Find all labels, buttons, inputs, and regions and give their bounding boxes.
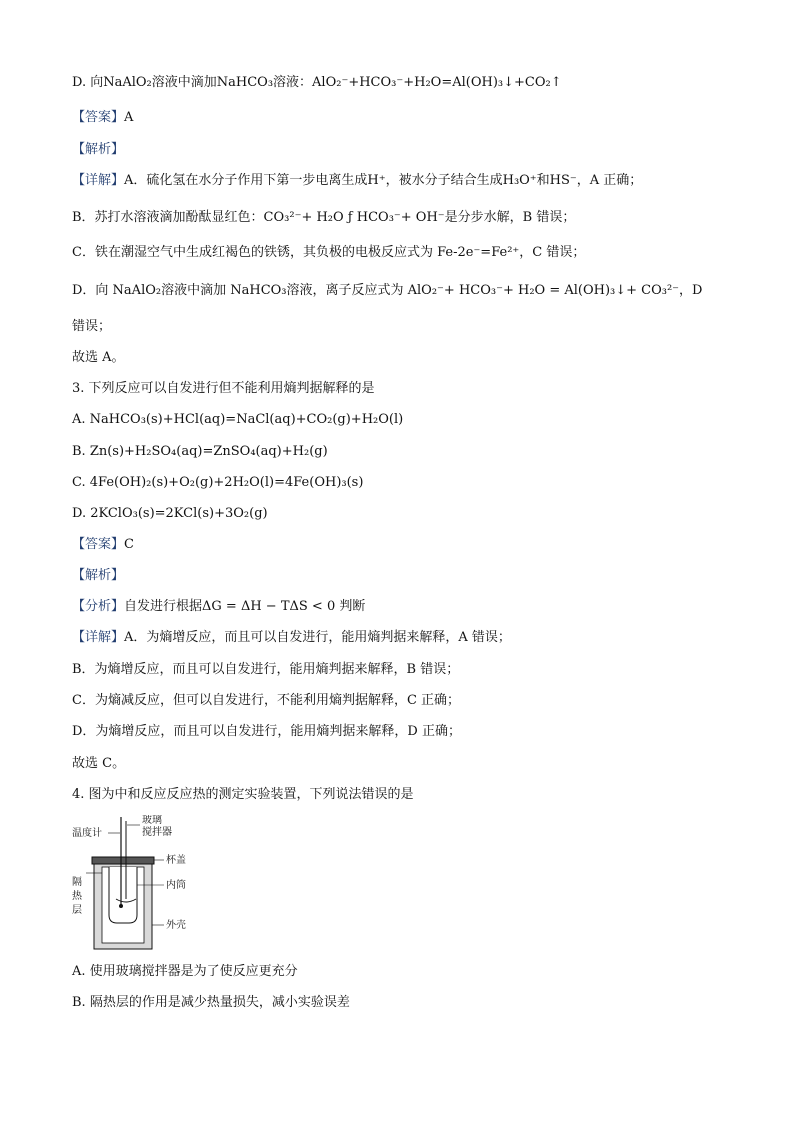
detail-line-c: C．铁在潮湿空气中生成红褐色的铁锈，其负极的电极反应式为 Fe-2e⁻=Fe²⁺，C 错误；: [72, 245, 586, 260]
q3-option-a: A. NaHCO₃(s)+HCl(aq)=NaCl(aq)+CO₂(g)+H₂O(l): [72, 412, 404, 427]
label-outer: 外壳: [166, 920, 186, 931]
detail-line-d-cont: 错误；: [72, 319, 112, 334]
analysis-tag: 【解析】: [72, 142, 125, 157]
q3-analysis-line: [72, 598, 365, 616]
label-insulation-3: 层: [72, 905, 82, 916]
q3-option-c: C. 4Fe(OH)₂(s)+O₂(g)+2H₂O(l)=4Fe(OH)₃(s): [72, 475, 364, 490]
detail-line-b: B．苏打水溶液滴加酚酞显红色：CO₃²⁻+ H₂O ƒ HCO₃⁻+ OH⁻是分步水解，B 错误；: [72, 210, 576, 225]
detail-tag: 【详解】: [72, 630, 125, 645]
detail-line-d: D．向 NaAlO₂溶液中滴加 NaHCO₃溶液，离子反应式为 AlO₂⁻+ HCO₃⁻+ H₂O = Al(OH)₃↓+ CO₃²⁻，D: [72, 283, 703, 298]
option-d-text: D. 向NaAlO₂溶液中滴加NaHCO₃溶液：AlO₂⁻+HCO₃⁻+H₂O=Al(OH)₃↓+CO₂↑: [72, 75, 562, 90]
q3-answer-line: [72, 536, 134, 554]
q4-option-a: A. 使用玻璃搅拌器是为了使反应更充分: [72, 964, 298, 979]
answer-value: C: [124, 537, 134, 552]
q3-option-b: B. Zn(s)+H₂SO₄(aq)=ZnSO₄(aq)+H₂(g): [72, 444, 328, 459]
analysis-sub-tag: 【分析】: [72, 599, 125, 614]
label-stirrer-2: 搅拌器: [142, 827, 172, 838]
q3-detail-a: 【详解】A．为熵增反应，而且可以自发进行，能用熵判据来解释，A 错误；: [72, 630, 511, 645]
analysis-formula: 自发进行根据ΔG = ΔH − TΔS < 0 判断: [124, 599, 366, 614]
answer-tag: 【答案】: [72, 537, 125, 552]
question-4-stem: 4. 图为中和反应反应热的测定实验装置，下列说法错误的是: [72, 787, 414, 802]
label-inner: 内筒: [166, 880, 186, 891]
thermometer-bulb: [119, 904, 123, 908]
answer-tag: 【答案】: [72, 110, 125, 125]
label-insulation-2: 热: [72, 891, 82, 902]
label-stirrer-1: 玻璃: [142, 815, 162, 826]
q3-option-d: D. 2KClO₃(s)=2KCl(s)+3O₂(g): [72, 506, 268, 521]
label-insulation-1: 隔: [72, 877, 82, 888]
q4-option-b: B. 隔热层的作用是减少热量损失，减小实验误差: [72, 995, 350, 1010]
conclusion-q2: 故选 A。: [72, 350, 125, 365]
detail-tag: 【详解】: [72, 173, 125, 188]
answer-line: [72, 109, 133, 127]
detail-text: A．硫化氢在水分子作用下第一步电离生成H⁺，被水分子结合生成H₃O⁺和HS⁻，A 正确；: [124, 173, 643, 188]
q3-analysis-tag: 【解析】: [72, 568, 125, 583]
q3-detail-c: C．为熵减反应，但可以自发进行，不能利用熵判据解释，C 正确；: [72, 693, 461, 708]
q3-detail-b: B．为熵增反应，而且可以自发进行，能用熵判据来解释，B 错误；: [72, 662, 460, 677]
answer-value: A: [124, 110, 134, 125]
question-3-stem: 3. 下列反应可以自发进行但不能利用熵判据解释的是: [72, 381, 375, 396]
q3-detail-d: D．为熵增反应，而且可以自发进行，能用熵判据来解释，D 正确；: [72, 724, 461, 739]
label-lid: 杯盖: [166, 855, 186, 866]
conclusion-q3: 故选 C。: [72, 756, 126, 771]
label-thermometer: 温度计: [72, 828, 102, 839]
detail-line-a: [72, 172, 642, 190]
lid: [92, 857, 154, 864]
calorimeter-figure: [72, 815, 202, 955]
inner-cup: [109, 867, 137, 923]
